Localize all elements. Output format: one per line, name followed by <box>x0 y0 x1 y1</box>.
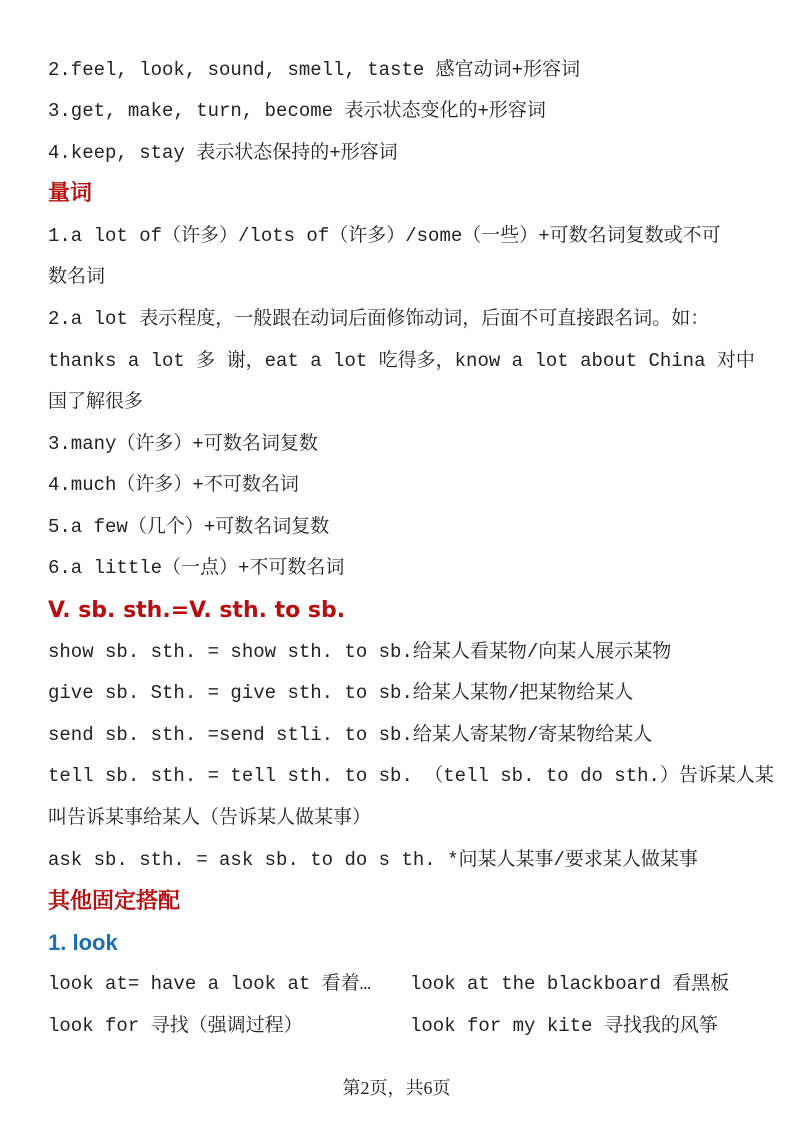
collocation-row-left: look at= have a look at 看着… <box>48 973 372 995</box>
text-line: 4.much（许多）+不可数名词 <box>48 474 299 496</box>
collocation-row-right: look at the blackboard 看黑板 <box>410 973 730 995</box>
section-heading-double-object: V. sb. sth.=V. sth. to sb. <box>48 598 346 623</box>
text-line: 4.keep, stay 表示状态保持的+形容词 <box>48 142 398 164</box>
page-number-footer: 第2页，共6页 <box>342 1078 451 1098</box>
text-line: 3.get, make, turn, become 表示状态变化的+形容词 <box>48 100 546 122</box>
text-line: send sb. sth. =send stli. to sb.给某人寄某物/寄某物给某人 <box>48 724 653 746</box>
text-line: 1.a lot of（许多）/lots of（许多）/some（一些）+可数名词复数或不可 <box>48 225 721 247</box>
text-line: 6.a little（一点）+不可数名词 <box>48 557 345 579</box>
collocation-row-left: look for 寻找（强调过程） <box>48 1015 303 1037</box>
text-line: 3.many（许多）+可数名词复数 <box>48 433 318 455</box>
text-line: 2.a lot 表示程度，一般跟在动词后面修饰动词，后面不可直接跟名词。如： <box>48 308 710 330</box>
text-line: ask sb. sth. = ask sb. to do s th. *问某人某事/要求某人做某事 <box>48 849 698 871</box>
text-line: 叫告诉某事给某人（告诉某人做某事） <box>48 807 372 829</box>
text-line: tell sb. sth. = tell sth. to sb. （tell sb. to do sth.）告诉某人某 <box>48 765 774 787</box>
section-heading-quantifiers: 量词 <box>48 181 93 206</box>
section-heading-collocations: 其他固定搭配 <box>48 889 181 914</box>
text-line: show sb. sth. = show sth. to sb.给某人看某物/向某人展示某物 <box>48 641 672 663</box>
collocation-row-right: look for my kite 寻找我的风筝 <box>410 1015 718 1037</box>
text-line: 数名词 <box>48 266 106 288</box>
text-line: give sb. Sth. = give sth. to sb.给某人某物/把某物给某人 <box>48 682 634 704</box>
text-line: 2.feel, look, sound, smell, taste 感官动词+形容词 <box>48 59 581 81</box>
text-line: 5.a few（几个）+可数名词复数 <box>48 516 330 538</box>
text-line: 国了解很多 <box>48 391 144 413</box>
text-line: thanks a lot 多 谢，eat a lot 吃得多，know a lot about China 对中 <box>48 350 755 372</box>
subheading-look: 1. look <box>48 930 118 955</box>
